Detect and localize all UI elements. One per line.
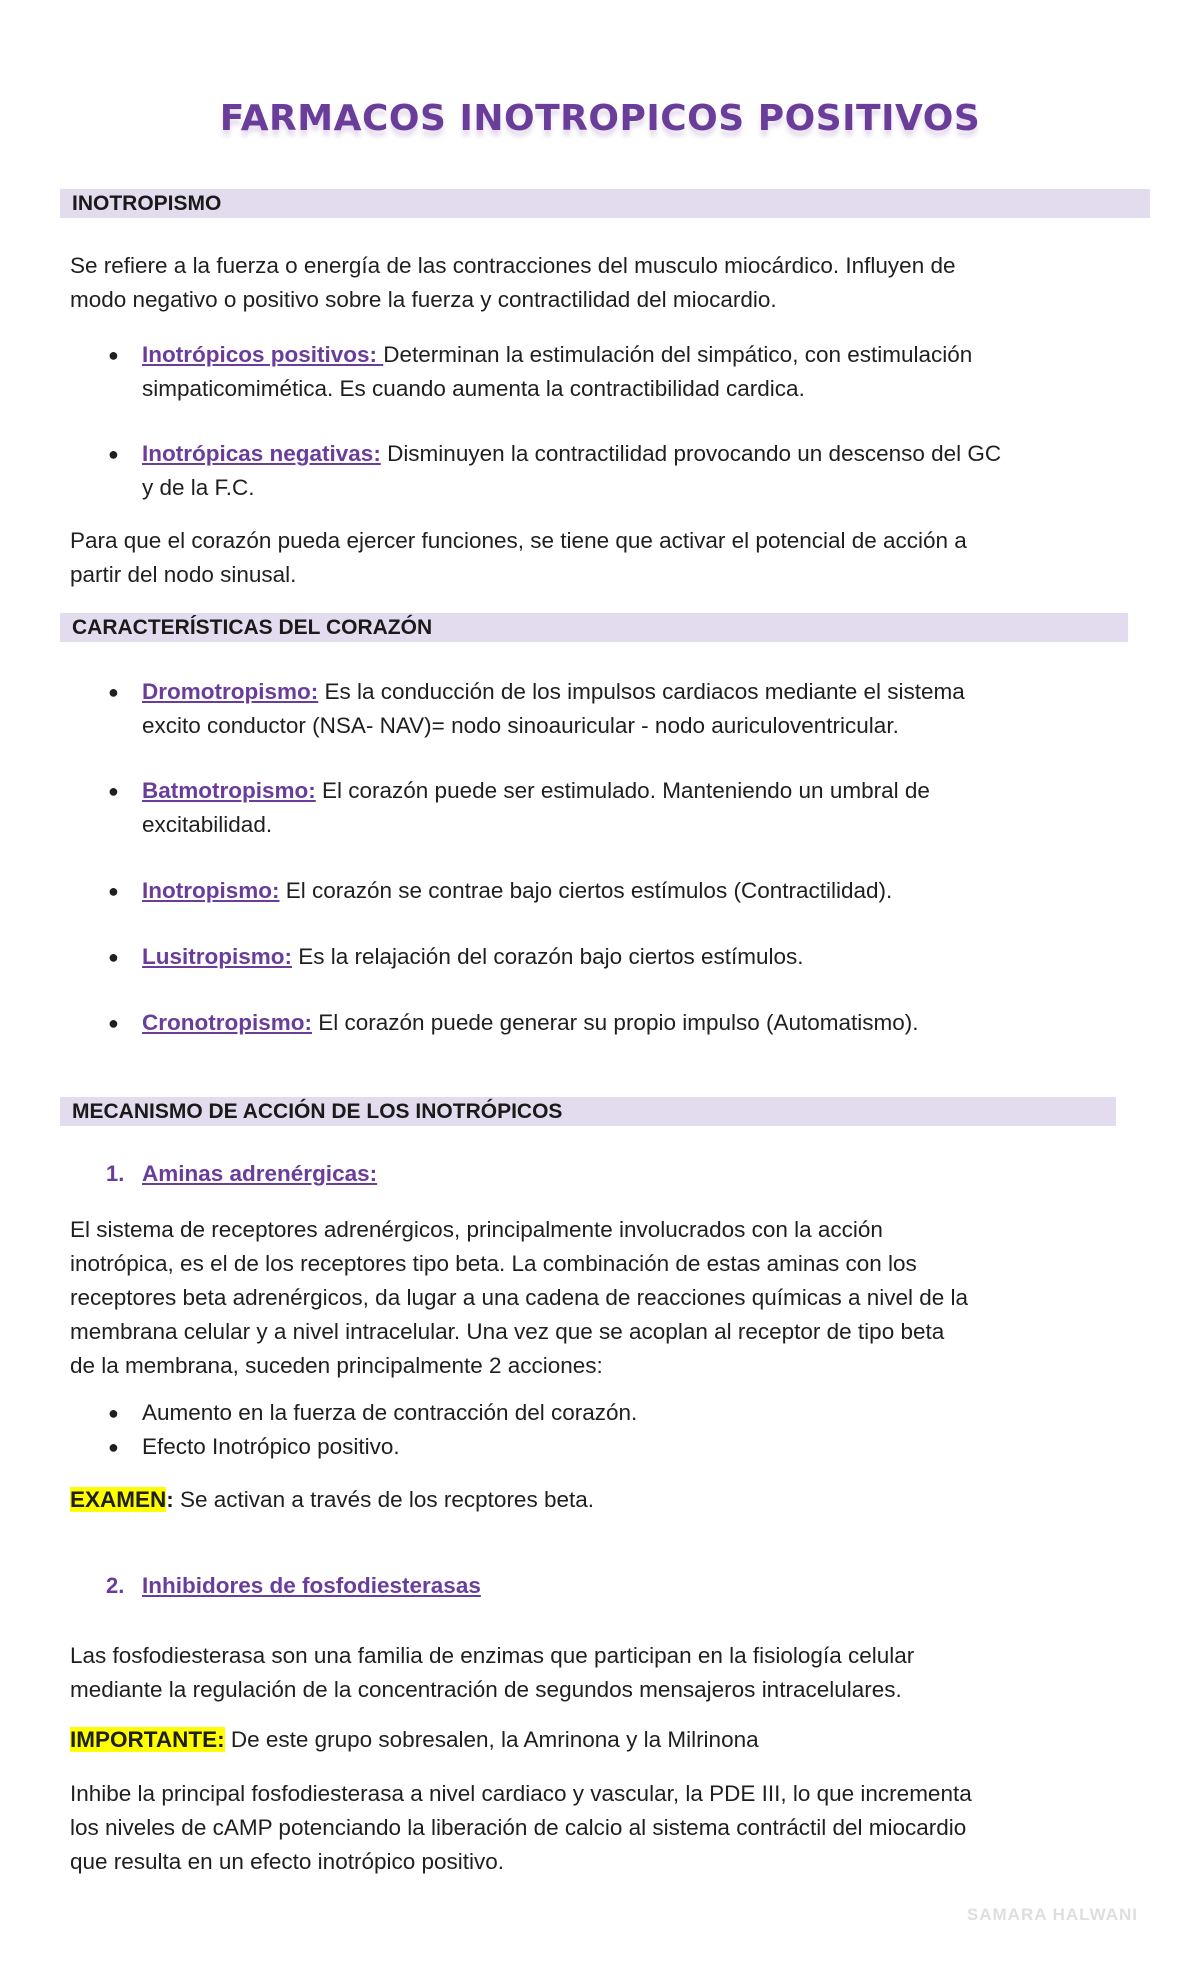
section-heading-caracteristicas: CARACTERÍSTICAS DEL CORAZÓN [60,613,1128,642]
text-line: los niveles de cAMP potenciando la liberación de calcio al sistema contráctil del miocardio [70,1815,967,1840]
subheading-inhibidores [142,1569,1142,1603]
text-line: Las fosfodiesterasa son una familia de enzimas que participan en la fisiología celular [70,1643,915,1668]
list-item-lusitropismo [142,940,1142,974]
list-item-cronotropismo [142,1006,1142,1040]
intro-paragraph [70,249,1140,317]
term: Inotropismo: [142,878,280,903]
text-line: El corazón puede generar su propio impulso (Automatismo). [311,1010,919,1035]
list-item-negativas [142,437,1142,505]
text-line: El sistema de receptores adrenérgicos, principalmente involucrados con la acción [70,1217,883,1242]
importante-highlight: IMPORTANTE: [70,1727,225,1752]
importante-note [70,1723,1140,1757]
bullet-icon: ● [108,1437,119,1457]
list-item-positivos [142,338,1142,406]
term: Inhibidores de fosfodiesterasas [142,1573,481,1598]
bullet-icon: ● [108,444,119,464]
outro-paragraph [70,524,1140,592]
text-line: simpaticomimética. Es cuando aumenta la contractibilidad cardica. [142,376,805,401]
list-item-inotropismo [142,874,1142,908]
text-line: El corazón se contrae bajo ciertos estímulos (Contractilidad). [279,878,893,903]
term: Dromotropismo: [142,679,319,704]
term: Batmotropismo: [142,778,316,803]
footer-author: SAMARA HALWANI [966,1905,1138,1924]
term: Inotrópicos positivos: [142,342,384,367]
bullet-icon: ● [108,682,119,702]
text-line: partir del nodo sinusal. [70,562,297,587]
text-line: Determinan la estimulación del simpático, con estimulación [383,342,973,367]
text-line: modo negativo o positivo sobre la fuerza y contractilidad del miocardio. [70,287,777,312]
text-line: Se activan a través de los recptores beta. [173,1487,594,1512]
bullet-icon: ● [108,1013,119,1033]
text-line: que resulta en un efecto inotrópico positivo. [70,1849,505,1874]
text-line: membrana celular y a nivel intracelular. Una vez que se acoplan al receptor de tipo beta [70,1319,945,1344]
term: Lusitropismo: [142,944,292,969]
section-heading-mecanismo: MECANISMO DE ACCIÓN DE LOS INOTRÓPICOS [60,1097,1116,1126]
term: Inotrópicas negativas: [142,441,381,466]
page-title: FARMACOS INOTROPICOS POSITIVOS [219,98,981,139]
text-line: Es la conducción de los impulsos cardiacos mediante el sistema [318,679,965,704]
exam-highlight: EXAMEN [70,1487,167,1512]
text-line: inotrópica, es el de los receptores tipo beta. La combinación de estas aminas con los [70,1251,917,1276]
text-line: Es la relajación del corazón bajo ciertos estímulos. [292,944,804,969]
final-paragraph [70,1777,1140,1879]
subheading-aminas [142,1157,1142,1191]
text-line: y de la F.C. [142,475,255,500]
bullet-icon: ● [108,1403,119,1423]
text-line: receptores beta adrenérgicos, da lugar a una cadena de reacciones químicas a nivel de la [70,1285,969,1310]
inhibidores-paragraph [70,1639,1140,1707]
text-line: mediante la regulación de la concentración de segundos mensajeros intracelulares. [70,1677,902,1702]
bullet-icon: ● [108,345,119,365]
text-line: Disminuyen la contractilidad provocando un descenso del GC [380,441,1002,466]
text-line: excitabilidad. [142,812,273,837]
section-heading-inotropismo: INOTROPISMO [60,189,1150,218]
aminas-paragraph [70,1213,1140,1383]
bullet-icon: ● [108,947,119,967]
exam-colon: : [166,1487,174,1512]
bullet-icon: ● [108,781,119,801]
exam-note [70,1483,1140,1517]
term: Aminas adrenérgicas: [142,1161,378,1186]
list-number: 1. [106,1161,125,1186]
text-line: excito conductor (NSA- NAV)= nodo sinoauricular - nodo auriculoventricular. [142,713,899,738]
text-line: El corazón puede ser estimulado. Manteniendo un umbral de [315,778,930,803]
list-item: Efecto Inotrópico positivo. [142,1434,400,1459]
list-item-dromotropismo [142,675,1142,743]
bullet-icon: ● [108,881,119,901]
text-line: Se refiere a la fuerza o energía de las contracciones del musculo miocárdico. Influyen de [70,253,956,278]
list-item: Aumento en la fuerza de contracción del corazón. [142,1400,638,1425]
list-item-batmotropismo [142,774,1142,842]
text-line: de la membrana, suceden principalmente 2 acciones: [70,1353,603,1378]
text-line: Inhibe la principal fosfodiesterasa a nivel cardiaco y vascular, la PDE III, lo que incrementa [70,1781,972,1806]
list-number: 2. [106,1573,125,1598]
text-line: Para que el corazón pueda ejercer funciones, se tiene que activar el potencial de acción a [70,528,967,553]
text-line: De este grupo sobresalen, la Amrinona y la Milrinona [224,1727,759,1752]
term: Cronotropismo: [142,1010,312,1035]
